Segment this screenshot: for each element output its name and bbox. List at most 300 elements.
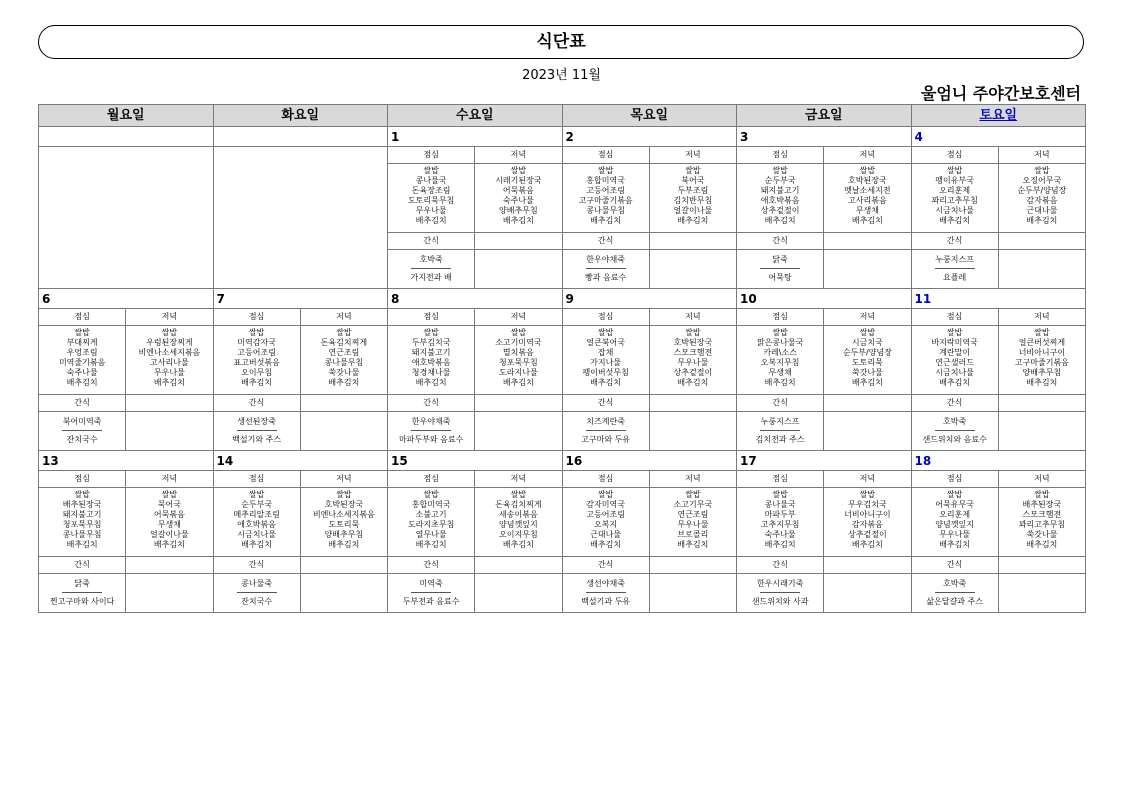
snack-divider bbox=[586, 430, 626, 431]
menu-item: 감자미역국 bbox=[586, 500, 625, 509]
menu-item: 새송이볶음 bbox=[499, 510, 538, 519]
menu-item: 고구마줄기볶음 bbox=[1014, 358, 1069, 367]
snack-label: 간식 bbox=[562, 557, 649, 574]
menu-item: 얼갈이나물 bbox=[673, 206, 713, 215]
menu-item: 얼갈이나물 bbox=[150, 530, 189, 539]
snack-menu bbox=[911, 412, 998, 451]
snack-label: 간식 bbox=[39, 557, 126, 574]
menu-item: 쌀밥 bbox=[423, 490, 439, 499]
menu-item: 배추김치 bbox=[590, 378, 622, 387]
weekday-tue: 화요일 bbox=[213, 105, 388, 127]
dinner-label: 저녁 bbox=[475, 147, 562, 164]
menu-item: 미역감자국 bbox=[237, 338, 276, 347]
snack-item: 누룽지스프 bbox=[760, 417, 800, 426]
menu-item: 스모크햄전 bbox=[1022, 510, 1062, 519]
snack-menu bbox=[213, 412, 300, 451]
snack-divider bbox=[411, 430, 451, 431]
menu-item: 쌀밥 bbox=[859, 166, 876, 175]
menu-item: 소불고기 bbox=[415, 510, 447, 519]
day-date: 6 bbox=[39, 289, 214, 309]
menu-item: 쌀밥 bbox=[597, 328, 614, 337]
menu-item: 쌀밥 bbox=[248, 490, 265, 499]
menu-item: 쌀밥 bbox=[336, 328, 352, 337]
lunch-menu bbox=[911, 326, 998, 395]
menu-item: 배추김치 bbox=[677, 216, 709, 225]
menu-item: 오징어무국 bbox=[1022, 176, 1062, 185]
snack-item: 고구마와 두유 bbox=[581, 435, 631, 444]
lunch-menu bbox=[213, 326, 300, 395]
snack-label: 간식 bbox=[388, 395, 475, 412]
day-date: 18 bbox=[911, 451, 1086, 471]
lunch-label: 점심 bbox=[213, 309, 300, 326]
dinner-label: 저녁 bbox=[300, 309, 387, 326]
menu-item: 배추김치 bbox=[153, 540, 185, 549]
menu-item: 꽈리고추무침 bbox=[1018, 520, 1066, 529]
menu-item: 배추김치 bbox=[66, 540, 98, 549]
menu-item: 배추김치 bbox=[1026, 216, 1058, 225]
snack-item: 백설기와 주스 bbox=[232, 435, 282, 444]
menu-item: 배추김치 bbox=[764, 540, 796, 549]
menu-item: 쌀밥 bbox=[161, 328, 178, 337]
lunch-menu bbox=[562, 326, 649, 395]
menu-item: 배추김치 bbox=[241, 378, 273, 387]
snack-menu-blank bbox=[475, 574, 562, 613]
weekday-fri: 금요일 bbox=[737, 105, 912, 127]
menu-item: 배추김치 bbox=[764, 378, 796, 387]
menu-item: 무우나물 bbox=[415, 206, 447, 215]
snack-label-blank bbox=[475, 233, 562, 250]
menu-item: 멧날소세지전 bbox=[844, 186, 891, 195]
snack-item: 한우시래기죽 bbox=[756, 579, 804, 588]
dinner-label: 저녁 bbox=[649, 309, 736, 326]
date-row bbox=[39, 451, 1086, 471]
snack-label: 간식 bbox=[737, 233, 824, 250]
lunch-label: 점심 bbox=[562, 147, 649, 164]
snack-divider bbox=[935, 430, 975, 431]
menu-item: 콩나물국 bbox=[415, 176, 447, 185]
menu-item: 무생채 bbox=[855, 206, 879, 215]
snack-menu-blank bbox=[300, 574, 387, 613]
menu-item: 양념깻잎지 bbox=[499, 520, 538, 529]
menu-item: 콩나물무침 bbox=[62, 530, 102, 539]
menu-item: 호박된장국 bbox=[848, 176, 887, 185]
snack-divider bbox=[237, 592, 277, 593]
lunch-menu bbox=[737, 326, 824, 395]
menu-item: 배추김치 bbox=[415, 540, 447, 549]
lunch-label: 점심 bbox=[388, 471, 475, 488]
menu-item: 호박된장국 bbox=[324, 500, 364, 509]
menu-item: 연근조림 bbox=[328, 348, 360, 357]
menu-item: 콩나물국 bbox=[764, 500, 796, 509]
lunch-label: 점심 bbox=[562, 309, 649, 326]
menu-item: 배추김치 bbox=[415, 216, 447, 225]
snack-menu-blank bbox=[649, 412, 736, 451]
lunch-label: 점심 bbox=[911, 309, 998, 326]
menu-item: 우렁된장찌게 bbox=[146, 338, 193, 347]
menu-item: 무우나물 bbox=[939, 530, 971, 539]
snack-label-blank bbox=[300, 557, 387, 574]
date-row bbox=[39, 127, 1086, 147]
menu-item: 꽈리고추무침 bbox=[931, 196, 978, 205]
dinner-label: 저녁 bbox=[126, 471, 213, 488]
menu-item: 돼지불고기 bbox=[411, 348, 451, 357]
menu-item: 청경채나물 bbox=[411, 368, 451, 377]
menu-item: 무우나물 bbox=[153, 368, 185, 377]
menu-item: 쌀밥 bbox=[946, 490, 963, 499]
menu-item: 콩나물무침 bbox=[586, 206, 625, 215]
menu-item: 쌀밥 bbox=[685, 490, 701, 499]
menu-item: 소고기무국 bbox=[673, 500, 713, 509]
lunch-label: 점심 bbox=[562, 471, 649, 488]
menu-item: 배추김치 bbox=[939, 216, 971, 225]
menu-item: 배추김치 bbox=[590, 216, 622, 225]
menu-item: 상추겉절이 bbox=[848, 530, 887, 539]
snack-label: 간식 bbox=[911, 395, 998, 412]
lunch-menu bbox=[39, 326, 126, 395]
snack-menu-blank bbox=[998, 574, 1085, 613]
menu-item: 비엔나소세지볶음 bbox=[138, 348, 201, 357]
snack-label: 간식 bbox=[737, 395, 824, 412]
snack-label: 간식 bbox=[562, 395, 649, 412]
menu-item: 숙주나물 bbox=[764, 530, 796, 539]
menu-item: 양배추무침 bbox=[324, 530, 364, 539]
menu-item: 쌀밥 bbox=[597, 490, 614, 499]
snack-item: 호박죽 bbox=[943, 417, 967, 426]
snack-label: 간식 bbox=[213, 395, 300, 412]
month-subtitle: 2023년 11월 bbox=[522, 68, 601, 83]
empty-day bbox=[39, 127, 214, 147]
snack-menu bbox=[737, 250, 824, 289]
menu-item: 쌀밥 bbox=[685, 328, 701, 337]
snack-menu-blank bbox=[475, 250, 562, 289]
snack-label-row bbox=[39, 557, 1086, 574]
day-date: 2 bbox=[562, 127, 737, 147]
snack-divider bbox=[935, 592, 975, 593]
snack-menu-blank bbox=[649, 250, 736, 289]
menu-item: 쑥갓나물 bbox=[1026, 530, 1058, 539]
menu-item: 부대찌게 bbox=[66, 338, 98, 347]
snack-label-blank bbox=[126, 557, 213, 574]
snack-item: 생선된장죽 bbox=[237, 417, 276, 426]
snack-label-blank bbox=[649, 395, 736, 412]
snack-item: 샌드위치와 사과 bbox=[751, 597, 809, 606]
menu-item: 숙주나물 bbox=[502, 196, 534, 205]
snack-label: 간식 bbox=[213, 557, 300, 574]
menu-item: 고등어조림 bbox=[586, 186, 625, 195]
snack-divider bbox=[760, 268, 800, 269]
menu-item: 시금치나물 bbox=[935, 368, 974, 377]
menu-item: 감자볶음 bbox=[1026, 196, 1058, 205]
menu-item: 애호박볶음 bbox=[411, 358, 451, 367]
snack-item: 호박죽 bbox=[943, 579, 967, 588]
snack-item: 마파두부와 음료수 bbox=[398, 435, 464, 444]
menu-item: 스모크햄전 bbox=[673, 348, 713, 357]
snack-label-blank bbox=[998, 557, 1085, 574]
menu-item: 도토리묵 bbox=[851, 358, 883, 367]
empty-day bbox=[213, 127, 388, 147]
dinner-label: 저녁 bbox=[998, 147, 1085, 164]
menu-item: 배추김치 bbox=[1026, 378, 1058, 387]
menu-item: 쌀밥 bbox=[946, 328, 963, 337]
menu-item: 쌀밥 bbox=[1034, 490, 1050, 499]
menu-item: 고등어조림 bbox=[237, 348, 276, 357]
lunch-label: 점심 bbox=[737, 471, 824, 488]
menu-item: 팽이버섯무침 bbox=[582, 368, 629, 377]
snack-menu bbox=[388, 574, 475, 613]
menu-item: 순두부/양념장 bbox=[1017, 186, 1067, 195]
menu-item: 어묵볶음 bbox=[502, 186, 534, 195]
menu-item: 어묵볶음 bbox=[153, 510, 185, 519]
dinner-menu bbox=[649, 488, 736, 557]
lunch-label: 점심 bbox=[39, 471, 126, 488]
lunch-menu bbox=[39, 488, 126, 557]
weekday-sat[interactable]: 토요일 bbox=[911, 105, 1086, 127]
snack-label-blank bbox=[824, 557, 911, 574]
dinner-menu bbox=[998, 164, 1085, 233]
lunch-menu bbox=[562, 164, 649, 233]
lunch-menu bbox=[213, 488, 300, 557]
menu-item: 양배추무침 bbox=[1022, 368, 1062, 377]
menu-item: 연근조림 bbox=[677, 510, 709, 519]
snack-label-row bbox=[39, 395, 1086, 412]
dinner-menu bbox=[300, 488, 387, 557]
snack-label: 간식 bbox=[388, 557, 475, 574]
menu-item: 시래기된장국 bbox=[495, 176, 542, 185]
dinner-label: 저녁 bbox=[475, 309, 562, 326]
snack-label: 간식 bbox=[388, 233, 475, 250]
meal-calendar bbox=[38, 104, 1086, 613]
menu-item: 감자볶음 bbox=[851, 520, 883, 529]
menu-item: 쌀밥 bbox=[510, 166, 527, 175]
dinner-label: 저녁 bbox=[998, 471, 1085, 488]
menu-item: 배추김치 bbox=[415, 378, 447, 387]
menu-item: 양념깻잎지 bbox=[935, 520, 974, 529]
menu-item: 쑥갓나물 bbox=[851, 368, 883, 377]
dinner-menu bbox=[649, 326, 736, 395]
snack-menu bbox=[737, 412, 824, 451]
snack-divider bbox=[62, 592, 102, 593]
menu-item: 오이지무침 bbox=[499, 530, 538, 539]
snack-menu-blank bbox=[126, 574, 213, 613]
menu-item: 돼지불고기 bbox=[62, 510, 102, 519]
dinner-label: 저녁 bbox=[649, 471, 736, 488]
menu-item: 미역줄기볶음 bbox=[58, 358, 106, 367]
menu-item: 표고버섯볶음 bbox=[233, 358, 280, 367]
snack-menu bbox=[737, 574, 824, 613]
snack-item: 콩나물죽 bbox=[241, 579, 273, 588]
menu-item: 홍합미역국 bbox=[586, 176, 625, 185]
menu-item: 배추김치 bbox=[328, 540, 360, 549]
dinner-menu bbox=[824, 488, 911, 557]
snack-item: 김치전과 주스 bbox=[755, 435, 805, 444]
dinner-label: 저녁 bbox=[475, 471, 562, 488]
menu-item: 돈육김치찌게 bbox=[320, 338, 368, 347]
menu-item: 쌀밥 bbox=[772, 328, 788, 337]
menu-item: 돈육김치찌게 bbox=[495, 500, 542, 509]
menu-item: 우엉조림 bbox=[66, 348, 98, 357]
menu-item: 쌀밥 bbox=[946, 166, 963, 175]
menu-item: 순두부국 bbox=[764, 176, 796, 185]
lunch-label: 점심 bbox=[911, 471, 998, 488]
menu-item: 두부조림 bbox=[677, 186, 709, 195]
snack-divider bbox=[586, 592, 626, 593]
menu-item: 바지락미역국 bbox=[931, 338, 978, 347]
menu-item: 쑥갓나물 bbox=[328, 368, 360, 377]
menu-item: 쌀밥 bbox=[74, 328, 90, 337]
menu-item: 근대나물 bbox=[590, 530, 622, 539]
menu-item: 돼지불고기 bbox=[760, 186, 800, 195]
snack-row bbox=[39, 412, 1086, 451]
snack-divider bbox=[237, 430, 277, 431]
menu-item: 묵어국 bbox=[157, 500, 181, 509]
menu-item: 소고기미역국 bbox=[495, 338, 542, 347]
snack-label-blank bbox=[475, 395, 562, 412]
dinner-menu bbox=[824, 326, 911, 395]
dinner-label: 저녁 bbox=[998, 309, 1085, 326]
menu-item: 배추김치 bbox=[1026, 540, 1058, 549]
menu-item: 배추김치 bbox=[502, 378, 534, 387]
menu-item: 무생채 bbox=[157, 520, 181, 529]
snack-label: 간식 bbox=[39, 395, 126, 412]
dinner-label: 저녁 bbox=[824, 147, 911, 164]
snack-menu-blank bbox=[649, 574, 736, 613]
snack-menu bbox=[911, 250, 998, 289]
lunch-label: 점심 bbox=[737, 309, 824, 326]
snack-item: 빵과 음료수 bbox=[585, 273, 627, 282]
snack-menu bbox=[562, 250, 649, 289]
menu-item: 쌀밥 bbox=[510, 328, 527, 337]
snack-menu bbox=[388, 250, 475, 289]
menu-item: 양배추무침 bbox=[499, 206, 538, 215]
menu-item: 계란말이 bbox=[939, 348, 971, 357]
menu-item: 멸치볶음 bbox=[502, 348, 534, 357]
menu-item: 시금치나물 bbox=[237, 530, 276, 539]
menu-item: 배추김치 bbox=[153, 378, 185, 387]
dinner-label: 저녁 bbox=[824, 471, 911, 488]
menu-item: 배추김치 bbox=[502, 540, 534, 549]
snack-item: 샌드위치와 음료수 bbox=[922, 435, 987, 444]
menu-item: 홍합미역국 bbox=[411, 500, 451, 509]
snack-item: 요플레 bbox=[943, 273, 967, 282]
menu-item: 쌀밥 bbox=[1034, 166, 1050, 175]
menu-item: 무우나물 bbox=[677, 358, 709, 367]
menu-item: 가지나물 bbox=[590, 358, 622, 367]
menu-item: 고등어조림 bbox=[586, 510, 625, 519]
lunch-menu bbox=[911, 164, 998, 233]
day-date: 14 bbox=[213, 451, 388, 471]
menu-item: 배추김치 bbox=[328, 378, 360, 387]
menu-item: 배추김치 bbox=[764, 216, 796, 225]
snack-divider bbox=[586, 268, 626, 269]
menu-item: 맑은콩나물국 bbox=[756, 338, 804, 347]
lunch-label: 점심 bbox=[911, 147, 998, 164]
menu-item: 배추김치 bbox=[590, 540, 622, 549]
menu-title: 식단표 bbox=[38, 25, 1084, 59]
menu-item: 쌀밥 bbox=[423, 328, 439, 337]
snack-menu bbox=[213, 574, 300, 613]
snack-item: 한우야채죽 bbox=[586, 255, 625, 264]
menu-item: 배추김치 bbox=[241, 540, 273, 549]
menu-item: 쌀밥 bbox=[772, 490, 788, 499]
menu-item: 메추리알조림 bbox=[233, 510, 280, 519]
lunch-menu bbox=[911, 488, 998, 557]
menu-item: 오리훈제 bbox=[939, 510, 971, 519]
day-date: 17 bbox=[737, 451, 912, 471]
snack-item: 미역죽 bbox=[419, 579, 443, 588]
menu-item: 얼큰북어국 bbox=[586, 338, 625, 347]
menu-item: 고사리볶음 bbox=[848, 196, 887, 205]
menu-item: 상추겉절이 bbox=[673, 368, 713, 377]
date-row bbox=[39, 289, 1086, 309]
menu-item: 순두부/양념장 bbox=[842, 348, 892, 357]
snack-item: 치즈계란죽 bbox=[586, 417, 625, 426]
menu-item: 쌀밥 bbox=[336, 490, 352, 499]
empty-day-body bbox=[39, 147, 214, 289]
menu-item: 배추김치 bbox=[851, 540, 883, 549]
meal-menu-row bbox=[39, 488, 1086, 557]
lunch-label: 점심 bbox=[39, 309, 126, 326]
snack-item: 잔치국수 bbox=[241, 597, 273, 606]
menu-item: 마파두부 bbox=[764, 510, 796, 519]
day-date: 10 bbox=[737, 289, 912, 309]
snack-label-blank bbox=[649, 233, 736, 250]
menu-item: 도라지나물 bbox=[499, 368, 538, 377]
menu-item: 무우김치국 bbox=[848, 500, 887, 509]
snack-menu bbox=[911, 574, 998, 613]
day-date: 1 bbox=[388, 127, 563, 147]
menu-item: 청포묵무침 bbox=[499, 358, 538, 367]
snack-item: 닭죽 bbox=[772, 255, 788, 264]
lunch-label: 점심 bbox=[388, 147, 475, 164]
day-date: 4 bbox=[911, 127, 1086, 147]
dinner-menu bbox=[475, 326, 562, 395]
menu-item: 쌀밥 bbox=[685, 166, 701, 175]
snack-menu-blank bbox=[300, 412, 387, 451]
lunch-label: 점심 bbox=[213, 471, 300, 488]
menu-item: 도토리묵무침 bbox=[407, 196, 455, 205]
snack-item: 한우야채죽 bbox=[411, 417, 451, 426]
dinner-menu bbox=[998, 326, 1085, 395]
menu-item: 잡채 bbox=[597, 348, 614, 357]
menu-item: 얼큰버섯찌게 bbox=[1018, 338, 1066, 347]
dinner-label: 저녁 bbox=[649, 147, 736, 164]
snack-menu-blank bbox=[475, 412, 562, 451]
weekday-header-row bbox=[39, 105, 1086, 127]
dinner-label: 저녁 bbox=[300, 471, 387, 488]
snack-item: 찐고구마와 사이다 bbox=[49, 597, 115, 606]
snack-divider bbox=[760, 430, 800, 431]
menu-item: 배추김치 bbox=[851, 216, 883, 225]
menu-item: 쌀밥 bbox=[597, 166, 614, 175]
menu-item: 쌀밥 bbox=[161, 490, 178, 499]
snack-item: 누룽지스프 bbox=[935, 255, 974, 264]
snack-item: 호박죽 bbox=[419, 255, 443, 264]
menu-item: 근대나물 bbox=[1026, 206, 1058, 215]
snack-label-blank bbox=[998, 233, 1085, 250]
lunch-label: 점심 bbox=[737, 147, 824, 164]
menu-item: 애호박볶음 bbox=[760, 196, 800, 205]
menu-item: 무생채 bbox=[768, 368, 792, 377]
menu-item: 배추된장국 bbox=[1022, 500, 1062, 509]
empty-day-body bbox=[213, 147, 388, 289]
menu-item: 시금치국 bbox=[851, 338, 883, 347]
day-date: 16 bbox=[562, 451, 737, 471]
lunch-menu bbox=[388, 164, 475, 233]
snack-menu-blank bbox=[126, 412, 213, 451]
day-date: 7 bbox=[213, 289, 388, 309]
lunch-menu bbox=[737, 488, 824, 557]
snack-item: 북어미역죽 bbox=[62, 417, 102, 426]
